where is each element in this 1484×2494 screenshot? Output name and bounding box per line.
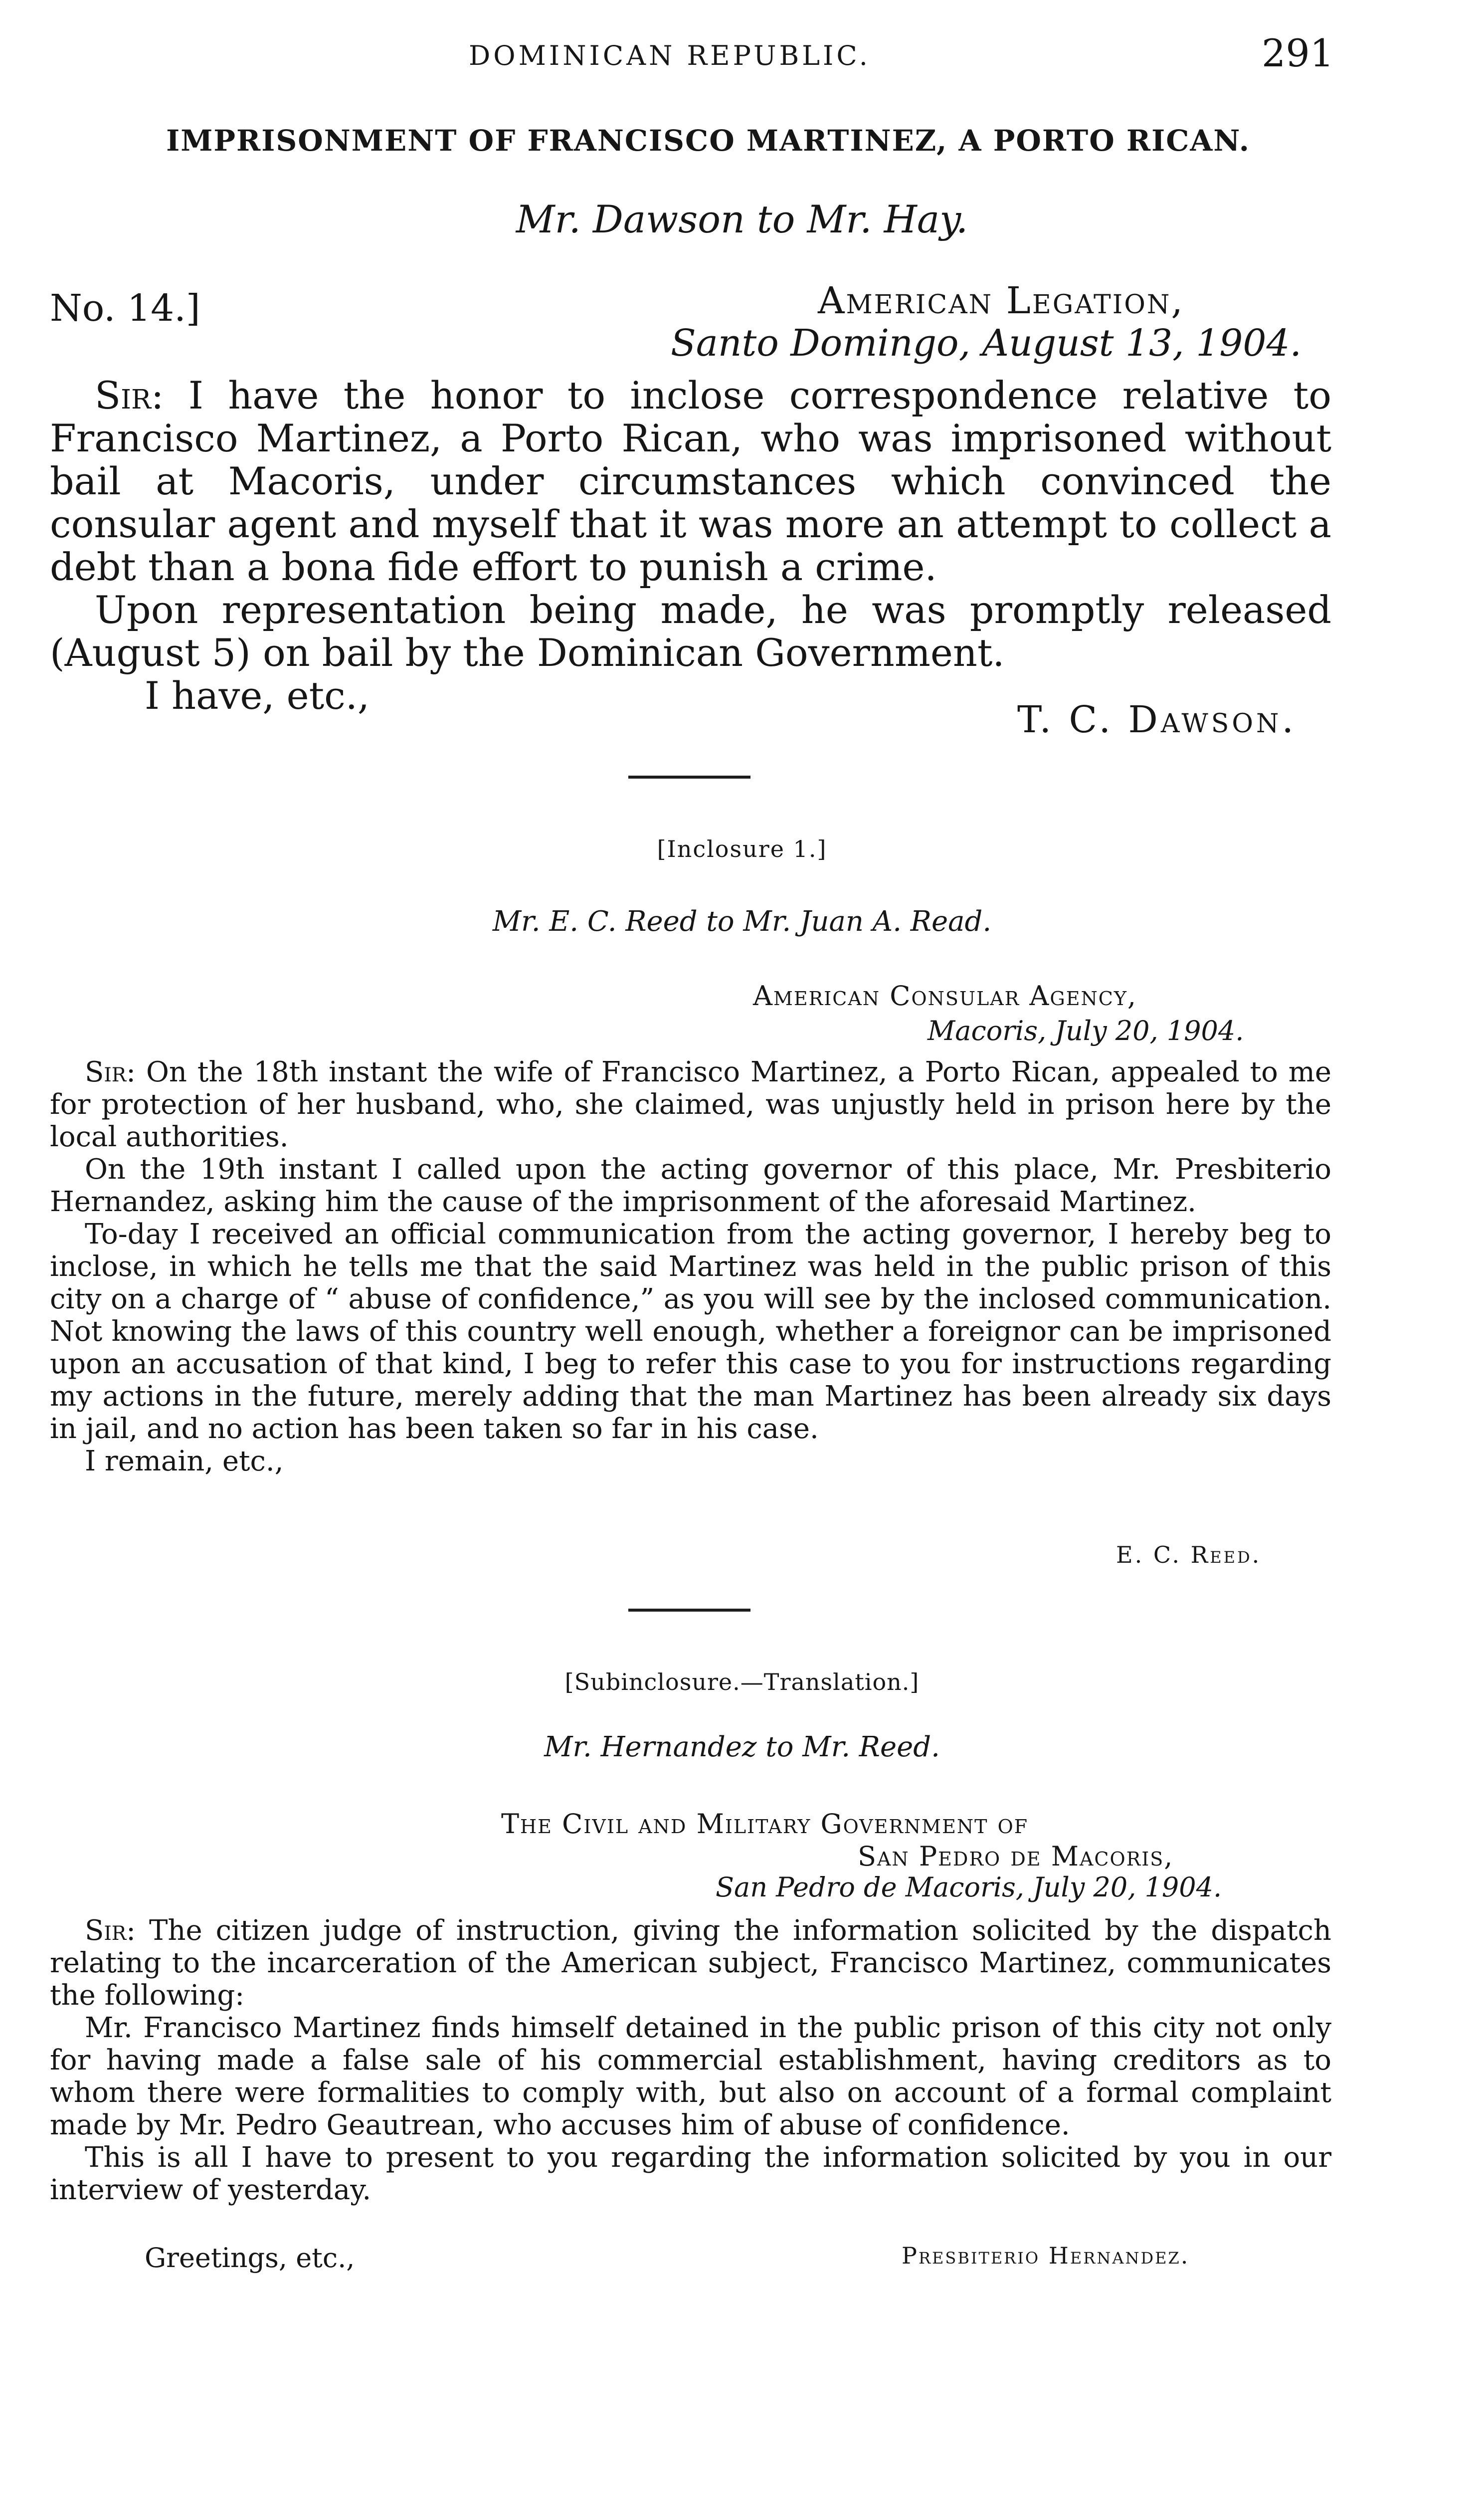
letter-paragraph [50, 374, 1331, 589]
inclosure-signature: E. C. Reed. [1116, 1541, 1262, 1568]
subinclosure-label: [Subinclosure.—Translation.] [564, 1668, 920, 1695]
running-head: DOMINICAN REPUBLIC. [469, 40, 871, 71]
subinclosure-place: The Civil and Military Government of [501, 1808, 1029, 1840]
inclosure-place: American Consular Agency, [753, 980, 1137, 1012]
document-title: IMPRISONMENT OF FRANCISCO MARTINEZ, A PORTO RICAN. [166, 124, 1250, 158]
subinclosure-paragraph [50, 1914, 1331, 2012]
subinclosure-place-line2: San Pedro de Macoris, [858, 1841, 1174, 1872]
salutation: Sir: [85, 1056, 136, 1088]
subinclosure-closing: Greetings, etc., [145, 2242, 355, 2274]
subinclosure-body [50, 1914, 1331, 2206]
subinclosure-paragraph: Mr. Francisco Martinez finds himself detained in the public prison of this city not only for having made a false sale of his commercial establishment, having creditors as to whom there were formalities to comply with, but also on account of a formal complaint made by Mr. Pedro Geautrean, who accuses him of abuse of confidence. [50, 2012, 1331, 2141]
letter-signature: T. C. Dawson. [1017, 698, 1297, 741]
salutation: Sir: [95, 373, 164, 417]
letter-dateline: Santo Domingo, August 13, 1904. [671, 322, 1302, 365]
inclosure-closing: I remain, etc., [85, 1445, 284, 1477]
salutation: Sir: [85, 1914, 136, 1947]
paragraph-text: The citizen judge of instruction, giving the information solicited by the dispatch relating to the incarceration of the American subject, Francisco Martinez, communicates the following: [50, 1914, 1331, 2012]
letter-closing: I have, etc., [145, 673, 370, 718]
letter-place: American Legation, [818, 279, 1184, 322]
dispatch-number: No. 14.] [50, 287, 200, 330]
subinclosure-paragraph: This is all I have to present to you regarding the information solicited by you in our interview of yesterday. [50, 2141, 1331, 2206]
inclosure-dateline: Macoris, July 20, 1904. [928, 1015, 1244, 1046]
page-number: 291 [1262, 31, 1334, 75]
letter-paragraph: Upon representation being made, he was promptly released (August 5) on bail by the Dominican Government. [50, 588, 1331, 675]
inclosure-paragraph: On the 19th instant I called upon the acting governor of this place, Mr. Presbiterio Hernandez, asking him the cause of the imprisonment of the aforesaid Martinez. [50, 1153, 1331, 1218]
subinclosure-heading: Mr. Hernandez to Mr. Reed. [544, 1731, 940, 1763]
letter-heading: Mr. Dawson to Mr. Hay. [516, 197, 968, 241]
paragraph-text: I have the honor to inclose correspondence relative to Francisco Martinez, a Porto Rican, who was imprisoned without bail at Macoris, under circumstances which convinced the consular agent and myself that it was more an attempt to collect a debt than a bona fide effort to punish a crime. [50, 373, 1331, 589]
inclosure-paragraph: To-day I received an official communication from the acting governor, I hereby beg to inclose, in which he tells me that the said Martinez was held in the public prison of this city on a charge of “ abuse of confidence,” as you will see by the inclosed communication. Not knowing the laws of this country well enough, whether a foreignor can be imprisoned upon an accusation of that kind, I beg to refer this case to you for instructions regarding my actions in the future, merely adding that the man Martinez has been already six days in jail, and no action has been taken so far in his case. [50, 1218, 1331, 1445]
letter-body [50, 374, 1331, 717]
inclosure-paragraph [50, 1056, 1331, 1153]
section-divider [628, 1609, 750, 1612]
inclosure-heading: Mr. E. C. Reed to Mr. Juan A. Read. [492, 905, 992, 938]
paragraph-text: On the 18th instant the wife of Francisco Martinez, a Porto Rican, appealed to me for protection of her husband, who, she claimed, was unjustly held in prison here by the local authorities. [50, 1056, 1331, 1153]
inclosure-label: [Inclosure 1.] [657, 835, 827, 862]
subinclosure-signature: Presbiterio Hernandez. [902, 2242, 1190, 2269]
section-divider [628, 776, 750, 779]
inclosure-body [50, 1056, 1331, 1477]
subinclosure-dateline: San Pedro de Macoris, July 20, 1904. [716, 1871, 1222, 1903]
